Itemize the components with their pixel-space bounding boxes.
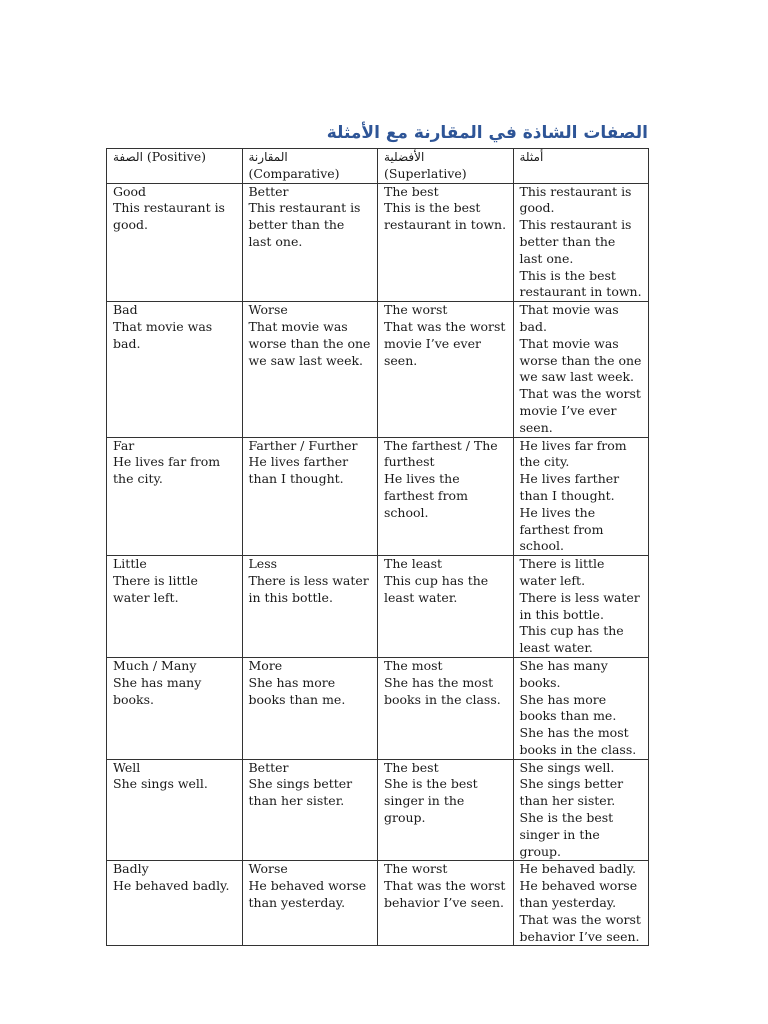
header-superlative-arabic: الأفضلية bbox=[384, 150, 425, 164]
superlative-line: The farthest / The furthest bbox=[384, 437, 498, 470]
table-row bbox=[107, 437, 649, 556]
header-row bbox=[107, 149, 649, 184]
table-row bbox=[107, 861, 649, 946]
positive-line: Good bbox=[113, 183, 147, 199]
positive-line: Well bbox=[113, 759, 141, 775]
comparative-line: More bbox=[248, 657, 283, 673]
examples-line: This cup has the least water. bbox=[519, 623, 624, 656]
superlative-line: That was the worst behavior I’ve seen. bbox=[384, 878, 506, 911]
comparative-line: Less bbox=[248, 556, 278, 572]
cell-positive bbox=[107, 759, 243, 861]
cell-comparative bbox=[242, 759, 378, 861]
cell-examples bbox=[513, 861, 649, 946]
positive-line: She has many books. bbox=[113, 674, 202, 707]
examples-line: She is the best singer in the group. bbox=[519, 810, 614, 859]
positive-line: Badly bbox=[113, 861, 149, 877]
comparative-line: She has more books than me. bbox=[248, 674, 346, 707]
cell-positive bbox=[107, 183, 243, 302]
positive-line: Little bbox=[113, 556, 147, 572]
table-row bbox=[107, 759, 649, 861]
table-row bbox=[107, 302, 649, 437]
comparative-line: He behaved worse than yesterday. bbox=[248, 878, 367, 911]
cell-superlative bbox=[378, 302, 514, 437]
cell-examples bbox=[513, 657, 649, 759]
comparative-line: She sings better than her sister. bbox=[248, 776, 353, 809]
comparative-line: There is less water in this bottle. bbox=[248, 572, 369, 605]
cell-comparative bbox=[242, 556, 378, 658]
examples-line: There is less water in this bottle. bbox=[519, 589, 640, 622]
comparative-line: He lives farther than I thought. bbox=[248, 454, 349, 487]
examples-line: He behaved badly. bbox=[519, 861, 636, 877]
cell-positive bbox=[107, 861, 243, 946]
comparative-line: Worse bbox=[248, 302, 288, 318]
cell-examples bbox=[513, 759, 649, 861]
header-comparative bbox=[242, 149, 378, 184]
comparative-line: Worse bbox=[248, 861, 288, 877]
positive-line: Bad bbox=[113, 302, 138, 318]
superlative-line: This is the best restaurant in town. bbox=[384, 200, 507, 233]
positive-line: This restaurant is good. bbox=[113, 200, 225, 233]
cell-examples bbox=[513, 183, 649, 302]
superlative-line: That was the worst movie I’ve ever seen. bbox=[384, 318, 506, 368]
superlative-line: The best bbox=[384, 183, 439, 199]
cell-superlative bbox=[378, 437, 514, 556]
cell-examples bbox=[513, 302, 649, 437]
superlative-line: The worst bbox=[384, 861, 448, 877]
superlative-line: The least bbox=[384, 556, 443, 572]
examples-line: That was the worst behavior I’ve seen. bbox=[519, 911, 641, 944]
cell-comparative bbox=[242, 657, 378, 759]
table-row bbox=[107, 556, 649, 658]
positive-line: Much / Many bbox=[113, 657, 197, 673]
superlative-line: This cup has the least water. bbox=[384, 572, 489, 605]
cell-comparative bbox=[242, 302, 378, 437]
header-positive bbox=[107, 149, 243, 184]
examples-line: She has many books. bbox=[519, 657, 608, 690]
header-comparative-arabic: المقارنة bbox=[248, 150, 288, 164]
positive-line: Far bbox=[113, 437, 135, 453]
examples-line: He lives the farthest from school. bbox=[519, 504, 604, 554]
examples-line: This restaurant is good. bbox=[519, 183, 632, 216]
cell-examples bbox=[513, 556, 649, 658]
superlative-line: The most bbox=[384, 657, 443, 673]
cell-superlative bbox=[378, 183, 514, 302]
header-positive-arabic: الصفة bbox=[113, 150, 143, 164]
cell-superlative bbox=[378, 759, 514, 861]
examples-line: That movie was worse than the one we saw last week. bbox=[519, 335, 642, 385]
cell-comparative bbox=[242, 437, 378, 556]
cell-comparative bbox=[242, 861, 378, 946]
table-row bbox=[107, 657, 649, 759]
examples-line: She sings well. bbox=[519, 759, 615, 775]
examples-line: He lives far from the city. bbox=[519, 437, 627, 470]
header-superlative-english: (Superlative) bbox=[384, 165, 467, 181]
comparative-line: Farther / Further bbox=[248, 437, 358, 453]
examples-line: She has the most books in the class. bbox=[519, 725, 637, 757]
cell-examples bbox=[513, 437, 649, 556]
examples-line: There is little water left. bbox=[519, 556, 605, 588]
superlative-line: She is the best singer in the group. bbox=[384, 776, 478, 826]
superlative-line: The best bbox=[384, 759, 439, 775]
examples-line: He lives farther than I thought. bbox=[519, 471, 620, 503]
cell-positive bbox=[107, 556, 243, 658]
header-superlative bbox=[378, 149, 514, 184]
examples-line: She has more books than me. bbox=[519, 691, 617, 724]
header-examples-arabic: أمثلة bbox=[519, 150, 544, 164]
examples-line: That movie was bad. bbox=[519, 302, 619, 334]
comparative-line: Better bbox=[248, 759, 289, 775]
examples-line: She sings better than her sister. bbox=[519, 776, 624, 809]
positive-line: That movie was bad. bbox=[113, 318, 213, 351]
examples-line: That was the worst movie I’ve ever seen. bbox=[519, 386, 641, 435]
superlative-line: She has the most books in the class. bbox=[384, 674, 501, 707]
superlative-line: The worst bbox=[384, 302, 448, 318]
cell-superlative bbox=[378, 657, 514, 759]
header-examples bbox=[513, 149, 649, 184]
cell-superlative bbox=[378, 861, 514, 946]
header-positive-english: (Positive) bbox=[146, 149, 206, 164]
positive-line: He lives far from the city. bbox=[113, 454, 221, 487]
positive-line: She sings well. bbox=[113, 776, 208, 792]
superlative-line: He lives the farthest from school. bbox=[384, 471, 468, 520]
examples-line: He behaved worse than yesterday. bbox=[519, 878, 638, 911]
comparative-line: This restaurant is better than the last one. bbox=[248, 200, 361, 249]
table-row bbox=[107, 183, 649, 302]
cell-comparative bbox=[242, 183, 378, 302]
examples-line: This restaurant is better than the last one. bbox=[519, 217, 632, 266]
cell-superlative bbox=[378, 556, 514, 658]
cell-positive bbox=[107, 657, 243, 759]
page-title: الصفات الشاذة في المقارنة مع الأمثلة bbox=[326, 123, 648, 143]
examples-line: This is the best restaurant in town. bbox=[519, 267, 642, 300]
cell-positive bbox=[107, 302, 243, 437]
header-comparative-english: (Comparative) bbox=[248, 165, 340, 181]
table-body bbox=[107, 183, 649, 946]
comparative-line: That movie was worse than the one we saw last week. bbox=[248, 318, 371, 368]
cell-positive bbox=[107, 437, 243, 556]
positive-line: He behaved badly. bbox=[113, 878, 230, 894]
comparison-table bbox=[106, 148, 649, 946]
positive-line: There is little water left. bbox=[113, 572, 198, 605]
comparative-line: Better bbox=[248, 183, 289, 199]
